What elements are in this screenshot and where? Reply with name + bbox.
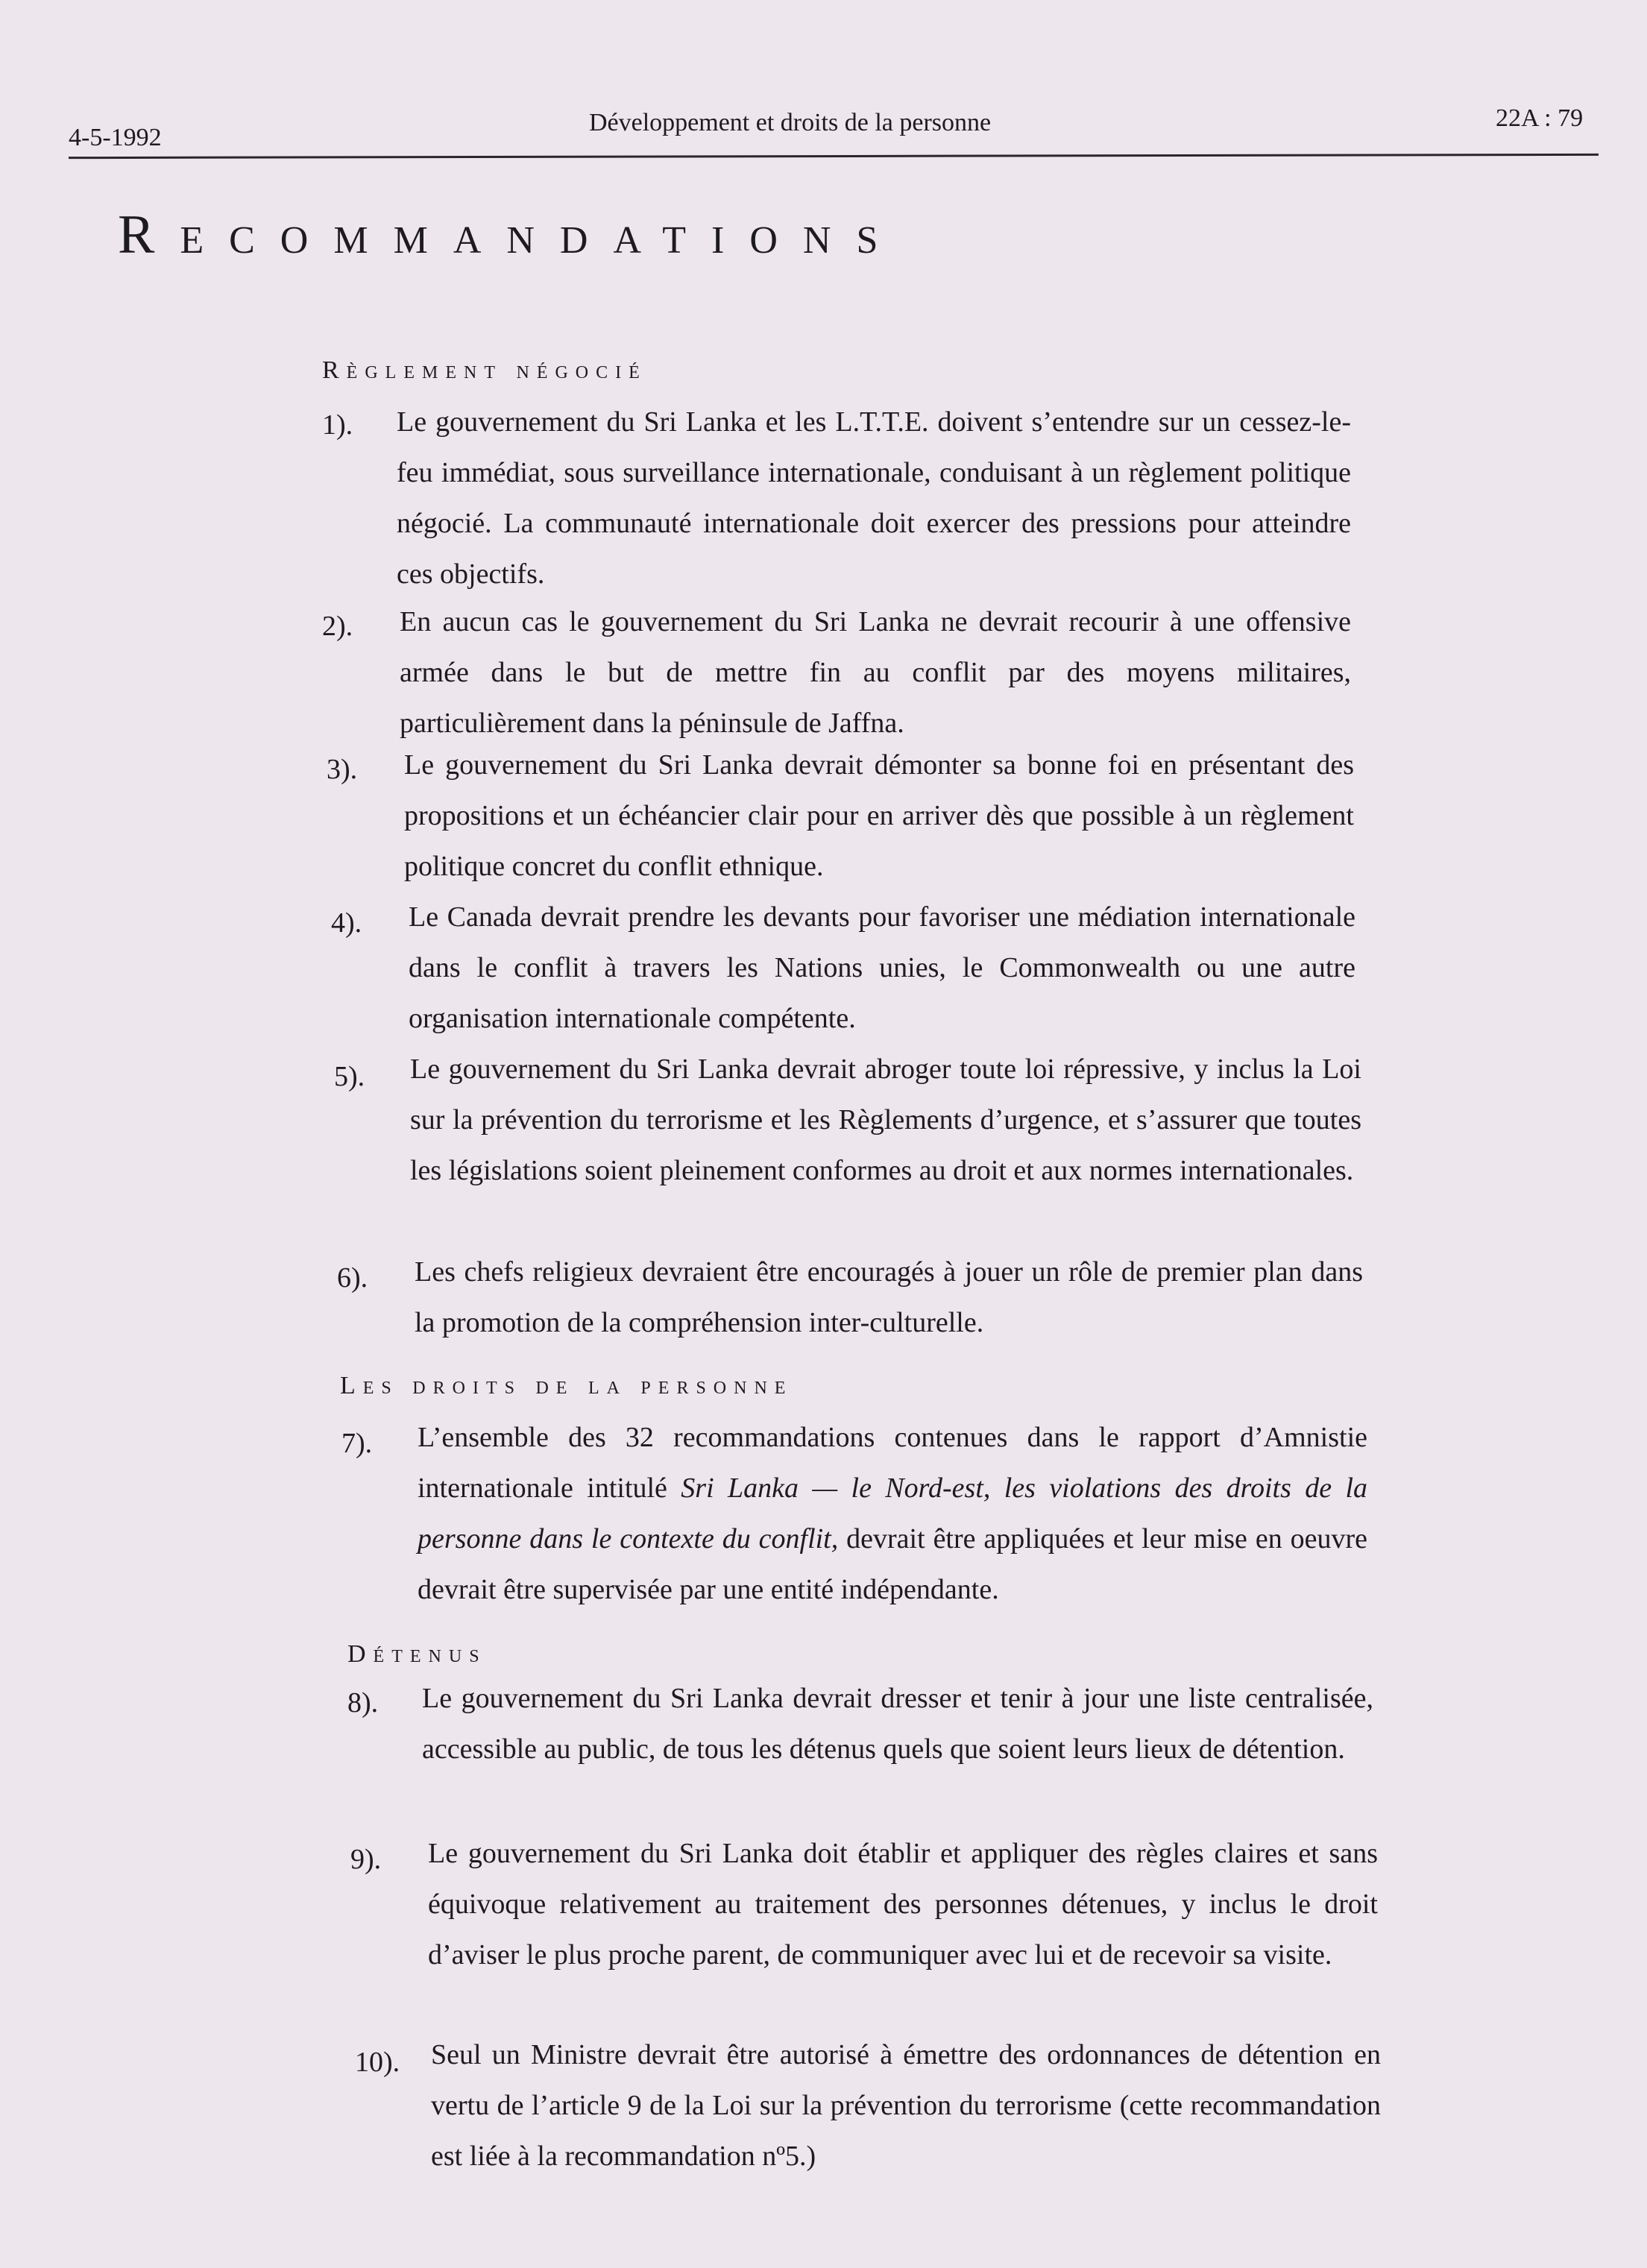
recommendation-number: 10). [355,2047,400,2078]
recommendation-number: 4). [331,907,362,939]
recommendation-number: 2). [322,611,353,642]
section-heading-detainees: Détenus [347,1640,487,1668]
recommendation-text: Le gouvernement du Sri Lanka devrait démonter sa bonne foi en présentant des propositions et un échéancier clair pour en arriver dès que possible à un règlement politique concret du conflit ethnique. [404,749,1354,882]
recommendation-text: Le gouvernement du Sri Lanka doit établir et appliquer des règles claires et sans équivoque relativement au traitement des personnes détenues, y inclus le droit d’aviser le plus proche parent, de communiquer avec lui et de recevoir sa visite. [428,1838,1378,1971]
header-page-ref: 22A : 79 [1496,104,1584,132]
recommendation-text-part: devrait être appliquées et leur mise en oeuvre devrait être supervisée par une entité indépendante. [418,1523,1367,1605]
main-title: Recommandations [118,204,904,265]
recommendation-text: Les chefs religieux devraient être encouragés à jouer un rôle de premier plan dans la promotion de la compréhension inter-culturelle. [415,1256,1363,1338]
recommendation-number: 6). [337,1262,368,1294]
recommendation-number: 7). [341,1428,373,1459]
section-heading-rights: Les droits de la personne [340,1372,793,1399]
recommendation-number: 9). [350,1844,382,1875]
recommendation-number: 8). [347,1687,379,1719]
recommendation-number: 3). [327,754,358,785]
header-date: 4-5-1992 [69,124,162,151]
recommendation-text: En aucun cas le gouvernement du Sri Lanka ne devrait recourir à une offensive armée dans le but de mettre fin au conflit par des moyens militaires, particulièrement dans la péninsule de Jaffna. [400,606,1351,739]
recommendation-text: Le gouvernement du Sri Lanka devrait abroger toute loi répressive, y inclus la Loi sur la prévention du terrorisme et les Règlements d’urgence, et s’assurer que toutes les législations soient pleinement conformes au droit et aux normes internationales. [410,1053,1361,1186]
recommendation-text-part: L’ensemble des 32 recommandations contenues dans le rapport d’Amnistie internationale intitulé [418,1422,1367,1504]
recommendation-number: 5). [334,1061,365,1092]
recommendation-number: 1). [322,409,353,441]
header-rule [69,154,1599,159]
recommendation-text: Le Canada devrait prendre les devants pour favoriser une médiation internationale dans le conflit à travers les Nations unies, le Commonwealth ou une autre organisation internationale compétente. [409,901,1355,1034]
recommendation-text: Seul un Ministre devrait être autorisé à émettre des ordonnances de détention en vertu de l’article 9 de la Loi sur la prévention du terrorisme (cette recommandation est liée à la recommandation nº5.) [431,2039,1381,2172]
section-heading-negotiated: Règlement négocié [322,356,647,384]
recommendation-text [418,1412,1367,1615]
report-title-italic: Sri Lanka — le Nord-est, les violations des droits de la personne dans le contexte du conflit, [418,1472,1368,1554]
header-title: Développement et droits de la personne [589,109,992,136]
recommendation-text: Le gouvernement du Sri Lanka devrait dresser et tenir à jour une liste centralisée, accessible au public, de tous les détenus quels que soient leurs lieux de détention. [422,1683,1373,1765]
recommendation-text: Le gouvernement du Sri Lanka et les L.T.T.E. doivent s’entendre sur un cessez-le-feu immédiat, sous surveillance internationale, conduisant à un règlement politique négocié. La communauté internationale doit exercer des pressions pour atteindre ces objectifs. [397,406,1351,590]
